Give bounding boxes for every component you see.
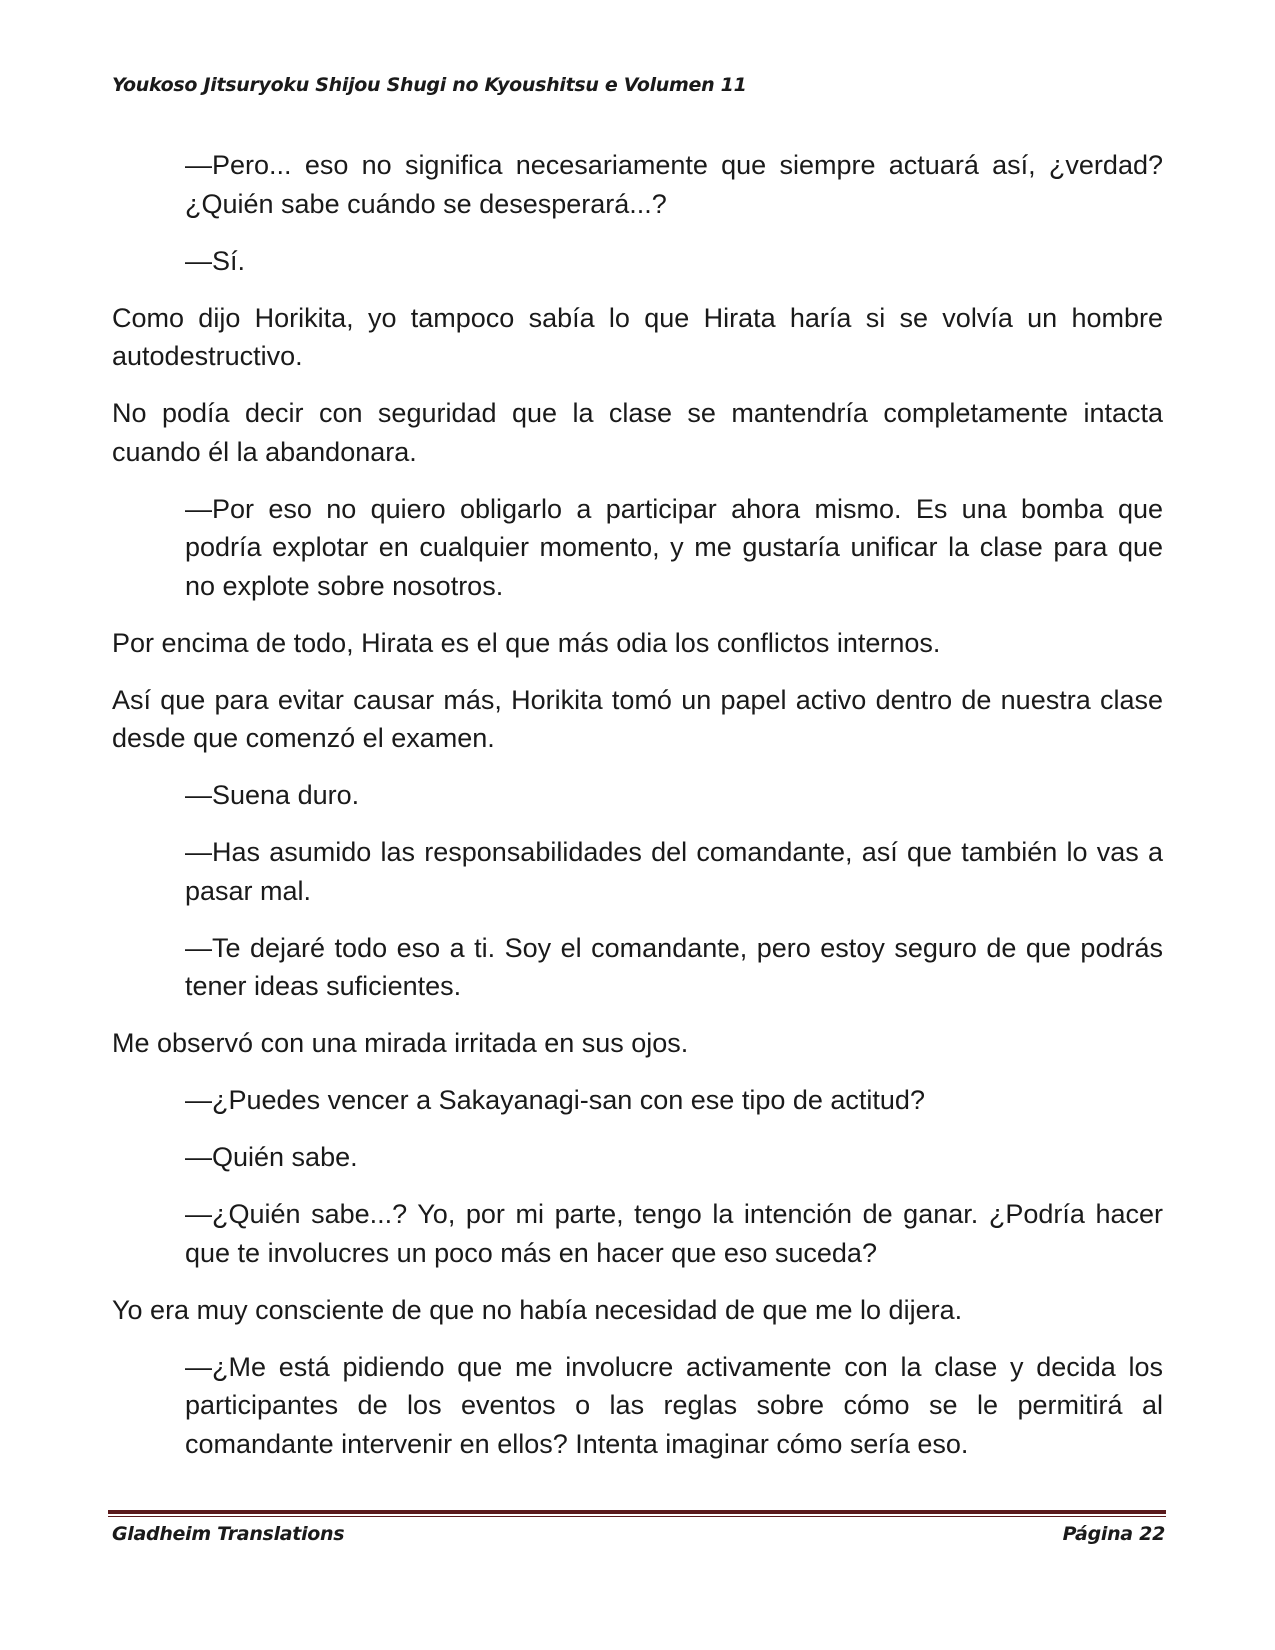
footer-divider-thick bbox=[108, 1510, 1166, 1514]
dialogue-paragraph: —Has asumido las responsabilidades del comandante, así que también lo vas a pasar mal. bbox=[185, 837, 1163, 906]
dialogue-paragraph: —¿Me está pidiendo que me involucre activamente con la clase y decida los participantes de los eventos o las reglas sobre cómo se le permitirá al comandante intervenir en ellos? Intenta imaginar cómo sería eso. bbox=[185, 1351, 1163, 1459]
narration-paragraph: Como dijo Horikita, yo tampoco sabía lo que Hirata haría si se volvía un hombre autodestructivo. bbox=[112, 302, 1163, 371]
dialogue-paragraph: —Pero... eso no significa necesariamente que siempre actuará así, ¿verdad? ¿Quién sabe cuándo se desesperará...? bbox=[185, 150, 1163, 219]
narration-paragraph: Me observó con una mirada irritada en sus ojos. bbox=[112, 1028, 689, 1058]
footer-page-number: Página 22 bbox=[1062, 1523, 1165, 1545]
narration-paragraph: No podía decir con seguridad que la clase se mantendría completamente intacta cuando él la abandonara. bbox=[112, 398, 1163, 467]
page-body bbox=[112, 146, 1163, 1482]
narration-paragraph: Así que para evitar causar más, Horikita tomó un papel activo dentro de nuestra clase desde que comenzó el examen. bbox=[112, 684, 1163, 753]
footer-divider-thin bbox=[108, 1516, 1166, 1517]
dialogue-paragraph: —Suena duro. bbox=[185, 780, 360, 810]
running-header-title: Youkoso Jitsuryoku Shijou Shugi no Kyoushitsu e Volumen 11 bbox=[112, 74, 747, 96]
dialogue-paragraph: —Quién sabe. bbox=[185, 1142, 358, 1172]
dialogue-paragraph: —¿Puedes vencer a Sakayanagi-san con ese tipo de actitud? bbox=[185, 1085, 925, 1115]
dialogue-paragraph: —Por eso no quiero obligarlo a participar ahora mismo. Es una bomba que podría explotar en cualquier momento, y me gustaría unificar la clase para que no explote sobre nosotros. bbox=[185, 493, 1163, 601]
dialogue-paragraph: —Te dejaré todo eso a ti. Soy el comandante, pero estoy seguro de que podrás tener ideas suficientes. bbox=[185, 932, 1163, 1001]
dialogue-paragraph: —¿Quién sabe...? Yo, por mi parte, tengo la intención de ganar. ¿Podría hacer que te involucres un poco más en hacer que eso suceda? bbox=[185, 1199, 1163, 1268]
dialogue-paragraph: —Sí. bbox=[185, 245, 246, 276]
footer-translator-credit: Gladheim Translations bbox=[112, 1523, 345, 1545]
narration-paragraph: Yo era muy consciente de que no había necesidad de que me lo dijera. bbox=[112, 1294, 963, 1325]
narration-paragraph: Por encima de todo, Hirata es el que más odia los conflictos internos. bbox=[112, 627, 941, 658]
